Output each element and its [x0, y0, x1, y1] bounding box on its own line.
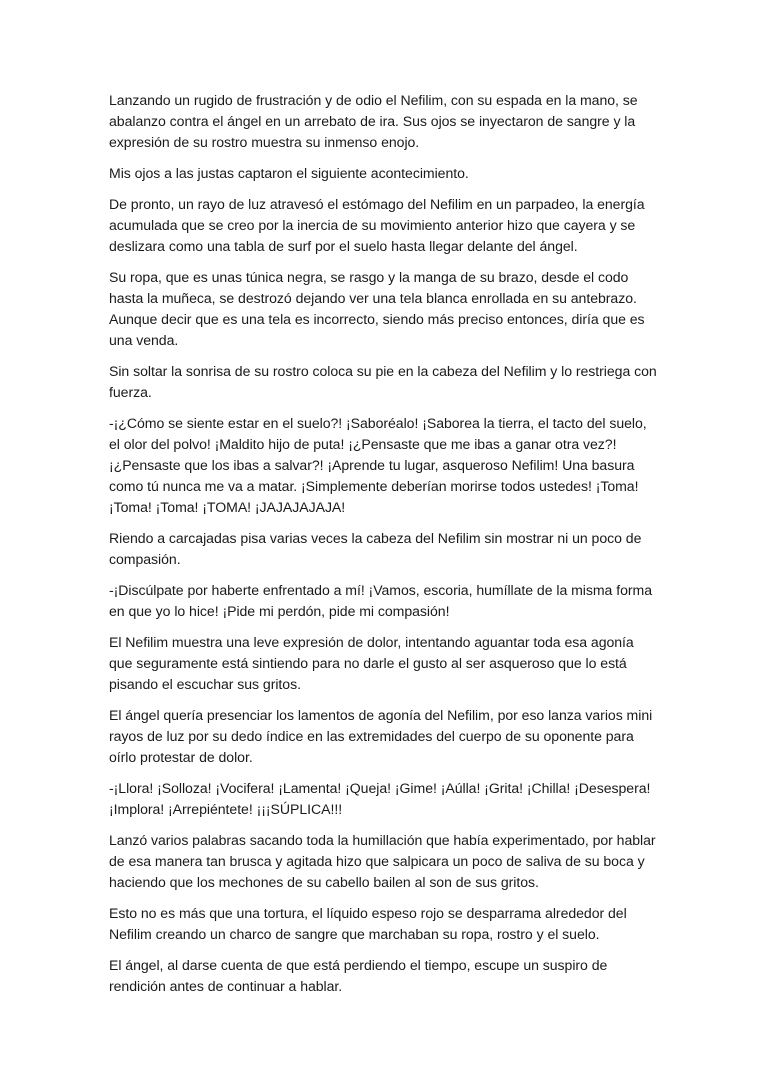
paragraph-13: Esto no es más que una tortura, el líquido espeso rojo se desparrama alrededor del Nefilim creando un charco de sangre que marchaban su ropa, rostro y el suelo. [109, 905, 627, 942]
paragraph-8: -¡Discúlpate por haberte enfrentado a mí! ¡Vamos, escoria, humíllate de la misma forma en que yo lo hice! ¡Pide mi perdón, pide mi compasión! [109, 582, 652, 619]
paragraph-7: Riendo a carcajadas pisa varias veces la cabeza del Nefilim sin mostrar ni un poco de compasión. [109, 530, 642, 567]
paragraph-14: El ángel, al darse cuenta de que está perdiendo el tiempo, escupe un suspiro de rendición antes de continuar a hablar. [109, 957, 608, 994]
paragraph-6: -¡¿Cómo se siente estar en el suelo?! ¡Saboréalo! ¡Saborea la tierra, el tacto del suelo, el olor del polvo! ¡Maldito hijo de puta! ¡¿Pensaste que me ibas a ganar otra vez?! ¡¿Pensaste que los ibas a salvar?! ¡Aprende tu lugar, asqueroso Nefilim! Una basura como tú nunca me va a matar. ¡Simplemente deberían morirse todos ustedes! ¡Toma! ¡Toma! ¡Toma! ¡TOMA! ¡JAJAJAJAJA! [109, 415, 647, 515]
paragraph-9: El Nefilim muestra una leve expresión de dolor, intentando aguantar toda esa agonía que seguramente está sintiendo para no darle el gusto al ser asqueroso que lo está pisando el escuchar sus gritos. [109, 634, 634, 692]
paragraph-1: Lanzando un rugido de frustración y de odio el Nefilim, con su espada en la mano, se abalanzo contra el ángel en un arrebato de ira. Sus ojos se inyectaron de sangre y la expresión de su rostro muestra su inmenso enojo. [109, 92, 638, 150]
paragraph-12: Lanzó varios palabras sacando toda la humillación que había experimentado, por hablar de esa manera tan brusca y agitada hizo que salpicara un poco de saliva de su boca y haciendo que los mechones de su cabello bailen al son de sus gritos. [109, 832, 656, 890]
paragraph-4: Su ropa, que es unas túnica negra, se rasgo y la manga de su brazo, desde el codo hasta la muñeca, se destrozó dejando ver una tela blanca enrollada en su antebrazo. Aunque decir que es una tela es incorrecto, siendo más preciso entonces, diría que es una venda. [109, 269, 645, 348]
paragraph-10: El ángel quería presenciar los lamentos de agonía del Nefilim, por eso lanza varios mini rayos de luz por su dedo índice en las extremidades del cuerpo de su oponente para oírlo protestar de dolor. [109, 707, 653, 765]
document-page [109, 90, 657, 1007]
paragraph-5: Sin soltar la sonrisa de su rostro coloca su pie en la cabeza del Nefilim y lo restriega con fuerza. [109, 363, 657, 400]
paragraph-11: -¡Llora! ¡Solloza! ¡Vocifera! ¡Lamenta! ¡Queja! ¡Gime! ¡Aúlla! ¡Grita! ¡Chilla! ¡Desespera! ¡Implora! ¡Arrepiéntete! ¡¡¡SÚPLICA!!! [109, 780, 651, 817]
paragraph-2: Mis ojos a las justas captaron el siguiente acontecimiento. [109, 165, 469, 181]
paragraph-3: De pronto, un rayo de luz atravesó el estómago del Nefilim en un parpadeo, la energía acumulada que se creo por la inercia de su movimiento anterior hizo que cayera y se deslizara como una tabla de surf por el suelo hasta llegar delante del ángel. [109, 196, 645, 254]
